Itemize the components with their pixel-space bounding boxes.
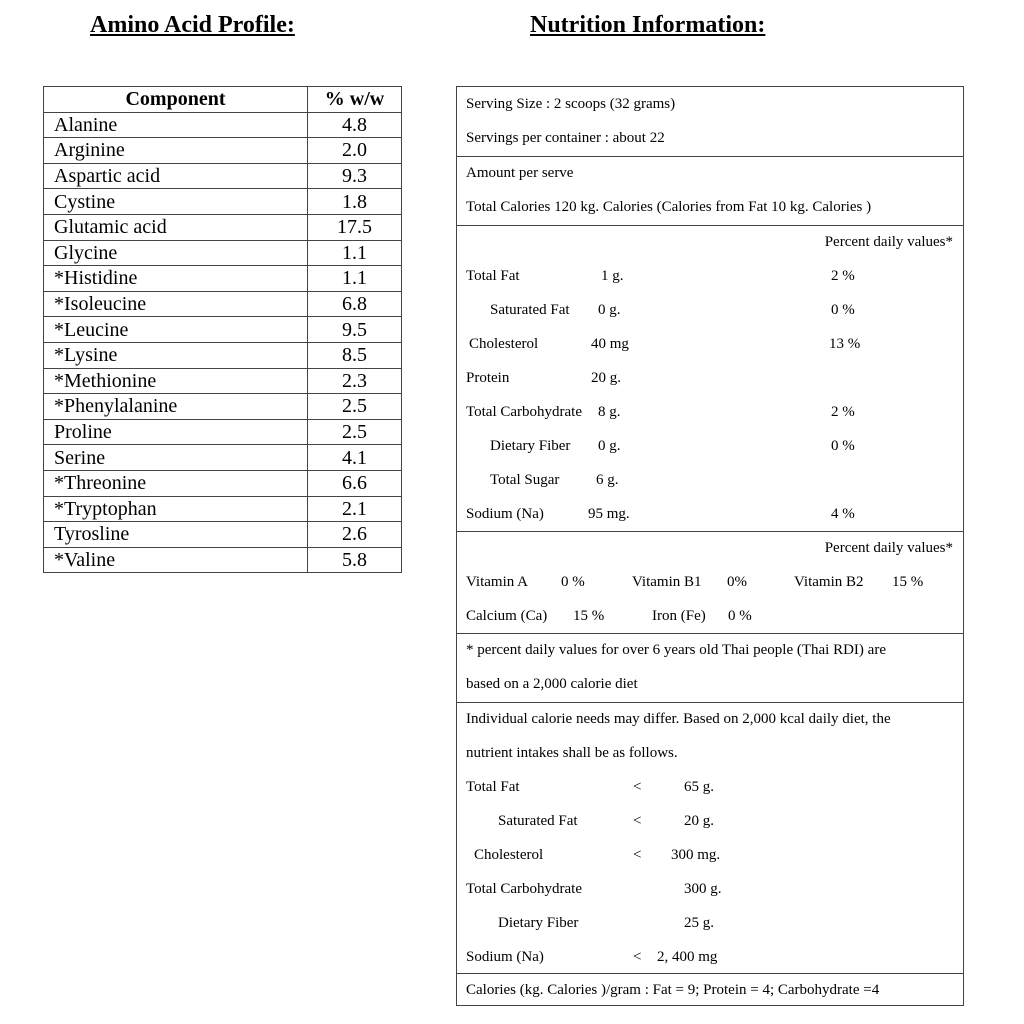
nutrient-pdv: 4 % bbox=[831, 506, 855, 522]
component-name: *Valine bbox=[44, 547, 308, 573]
component-name: Aspartic acid bbox=[44, 163, 308, 189]
component-percent: 2.5 bbox=[308, 394, 402, 420]
amino-table-row bbox=[44, 394, 402, 420]
intake-operator: < bbox=[633, 813, 642, 829]
component-percent: 1.1 bbox=[308, 266, 402, 292]
calcium-value: 15 % bbox=[573, 608, 605, 624]
amount-per-serve: Amount per serve bbox=[466, 165, 574, 181]
amino-table-row bbox=[44, 445, 402, 471]
amino-table-row bbox=[44, 317, 402, 343]
nutrition-information-title: Nutrition Information: bbox=[530, 12, 766, 38]
nutrient-pdv: 2 % bbox=[831, 404, 855, 420]
nutrient-amount: 0 g. bbox=[598, 302, 621, 318]
intake-intro-line-1: Individual calorie needs may differ. Based on 2,000 kcal daily diet, the bbox=[466, 711, 891, 727]
nutrient-amount: 40 mg bbox=[591, 336, 629, 352]
component-percent: 5.8 bbox=[308, 547, 402, 573]
component-percent: 2.0 bbox=[308, 138, 402, 164]
intake-operator: < bbox=[633, 949, 642, 965]
intake-value: 2, 400 mg bbox=[657, 949, 718, 965]
amino-table-row bbox=[44, 266, 402, 292]
nutrient-amount: 1 g. bbox=[601, 268, 624, 284]
calories-per-gram-section bbox=[457, 973, 963, 1006]
component-percent: 2.6 bbox=[308, 522, 402, 548]
serving-size: Serving Size : 2 scoops (32 grams) bbox=[466, 96, 676, 112]
component-name: Glycine bbox=[44, 240, 308, 266]
nutrient-name: Sodium (Na) bbox=[466, 506, 544, 522]
component-name: Serine bbox=[44, 445, 308, 471]
intake-name: Sodium (Na) bbox=[466, 949, 544, 965]
intake-operator: < bbox=[633, 779, 642, 795]
component-name: *Leucine bbox=[44, 317, 308, 343]
component-percent: 6.6 bbox=[308, 470, 402, 496]
servings-per-container: Servings per container : about 22 bbox=[466, 130, 665, 146]
component-name: *Lysine bbox=[44, 342, 308, 368]
calories-section bbox=[457, 156, 963, 226]
nutrient-name: Total Fat bbox=[466, 268, 520, 284]
iron-label: Iron (Fe) bbox=[652, 608, 706, 624]
intake-name: Total Fat bbox=[466, 779, 520, 795]
component-percent: 1.8 bbox=[308, 189, 402, 215]
amino-acid-profile-title: Amino Acid Profile: bbox=[90, 12, 295, 38]
amino-table-row bbox=[44, 419, 402, 445]
nutrient-amount: 20 g. bbox=[591, 370, 621, 386]
amino-table-row bbox=[44, 112, 402, 138]
nutrient-pdv: 0 % bbox=[831, 438, 855, 454]
nutrient-amount: 8 g. bbox=[598, 404, 621, 420]
nutrient-amount: 95 mg. bbox=[588, 506, 630, 522]
amino-table-row bbox=[44, 291, 402, 317]
nutrient-name: Protein bbox=[466, 370, 510, 386]
component-percent: 4.8 bbox=[308, 112, 402, 138]
nutrition-panel bbox=[456, 86, 964, 1006]
nutrient-name: Total Sugar bbox=[490, 472, 560, 488]
intake-intro-line-2: nutrient intakes shall be as follows. bbox=[466, 745, 678, 761]
component-name: Cystine bbox=[44, 189, 308, 215]
amino-table-row bbox=[44, 189, 402, 215]
iron-value: 0 % bbox=[728, 608, 752, 624]
nutrient-pdv: 2 % bbox=[831, 268, 855, 284]
footnote-line-2: based on a 2,000 calorie diet bbox=[466, 676, 638, 692]
calories-per-gram: Calories (kg. Calories )/gram : Fat = 9; Protein = 4; Carbohydrate =4 bbox=[466, 982, 880, 998]
component-percent: 1.1 bbox=[308, 240, 402, 266]
intake-value: 20 g. bbox=[684, 813, 714, 829]
amino-table-row bbox=[44, 240, 402, 266]
nutrient-name: Total Carbohydrate bbox=[466, 404, 582, 420]
nutrient-amount: 0 g. bbox=[598, 438, 621, 454]
percent-daily-values-label: Percent daily values* bbox=[824, 234, 953, 250]
amino-table-row bbox=[44, 470, 402, 496]
component-percent: 6.8 bbox=[308, 291, 402, 317]
intake-operator: < bbox=[633, 847, 642, 863]
intake-name: Saturated Fat bbox=[498, 813, 578, 829]
component-percent: 17.5 bbox=[308, 214, 402, 240]
intake-name: Dietary Fiber bbox=[498, 915, 579, 931]
nutrient-name: Dietary Fiber bbox=[490, 438, 571, 454]
vitamin-b2-value: 15 % bbox=[892, 574, 924, 590]
component-percent: 2.5 bbox=[308, 419, 402, 445]
daily-intake-section bbox=[457, 702, 963, 974]
vitamins-section bbox=[457, 531, 963, 634]
footnote-line-1: * percent daily values for over 6 years old Thai people (Thai RDI) are bbox=[466, 642, 886, 658]
amino-table-row bbox=[44, 522, 402, 548]
component-name: Tyrosline bbox=[44, 522, 308, 548]
amino-table-row bbox=[44, 547, 402, 573]
amino-table-row bbox=[44, 138, 402, 164]
footnote-section bbox=[457, 633, 963, 703]
nutrient-pdv: 13 % bbox=[829, 336, 861, 352]
component-name: *Isoleucine bbox=[44, 291, 308, 317]
intake-name: Cholesterol bbox=[474, 847, 544, 863]
serving-section bbox=[457, 87, 963, 157]
component-percent: 9.5 bbox=[308, 317, 402, 343]
nutrient-pdv: 0 % bbox=[831, 302, 855, 318]
total-calories: Total Calories 120 kg. Calories (Calories from Fat 10 kg. Calories ) bbox=[466, 199, 872, 215]
percent-ww-header: % w/w bbox=[308, 87, 402, 113]
component-name: Alanine bbox=[44, 112, 308, 138]
component-name: Glutamic acid bbox=[44, 214, 308, 240]
amino-table-row bbox=[44, 368, 402, 394]
component-header: Component bbox=[44, 87, 308, 113]
amino-acid-table bbox=[43, 86, 402, 573]
component-percent: 4.1 bbox=[308, 445, 402, 471]
nutrient-name: Saturated Fat bbox=[490, 302, 570, 318]
intake-name: Total Carbohydrate bbox=[466, 881, 582, 897]
amino-table-header bbox=[44, 87, 402, 113]
component-percent: 2.3 bbox=[308, 368, 402, 394]
percent-daily-values-label-2: Percent daily values* bbox=[824, 540, 953, 556]
component-name: *Phenylalanine bbox=[44, 394, 308, 420]
amino-table-row bbox=[44, 342, 402, 368]
component-name: *Tryptophan bbox=[44, 496, 308, 522]
component-percent: 8.5 bbox=[308, 342, 402, 368]
vitamin-b2-label: Vitamin B2 bbox=[794, 574, 864, 590]
intake-value: 300 g. bbox=[684, 881, 722, 897]
vitamin-a-value: 0 % bbox=[561, 574, 585, 590]
intake-value: 300 mg. bbox=[671, 847, 721, 863]
vitamin-b1-value: 0% bbox=[727, 574, 747, 590]
component-name: *Methionine bbox=[44, 368, 308, 394]
nutrients-section bbox=[457, 225, 963, 532]
amino-table-row bbox=[44, 163, 402, 189]
component-name: Arginine bbox=[44, 138, 308, 164]
component-name: *Histidine bbox=[44, 266, 308, 292]
component-percent: 2.1 bbox=[308, 496, 402, 522]
intake-value: 65 g. bbox=[684, 779, 714, 795]
nutrient-amount: 6 g. bbox=[596, 472, 619, 488]
vitamin-a-label: Vitamin A bbox=[466, 574, 529, 590]
component-name: Proline bbox=[44, 419, 308, 445]
calcium-label: Calcium (Ca) bbox=[466, 608, 548, 624]
amino-table-row bbox=[44, 214, 402, 240]
component-name: *Threonine bbox=[44, 470, 308, 496]
vitamin-b1-label: Vitamin B1 bbox=[632, 574, 702, 590]
amino-table-row bbox=[44, 496, 402, 522]
component-percent: 9.3 bbox=[308, 163, 402, 189]
nutrient-name: Cholesterol bbox=[469, 336, 539, 352]
intake-value: 25 g. bbox=[684, 915, 714, 931]
